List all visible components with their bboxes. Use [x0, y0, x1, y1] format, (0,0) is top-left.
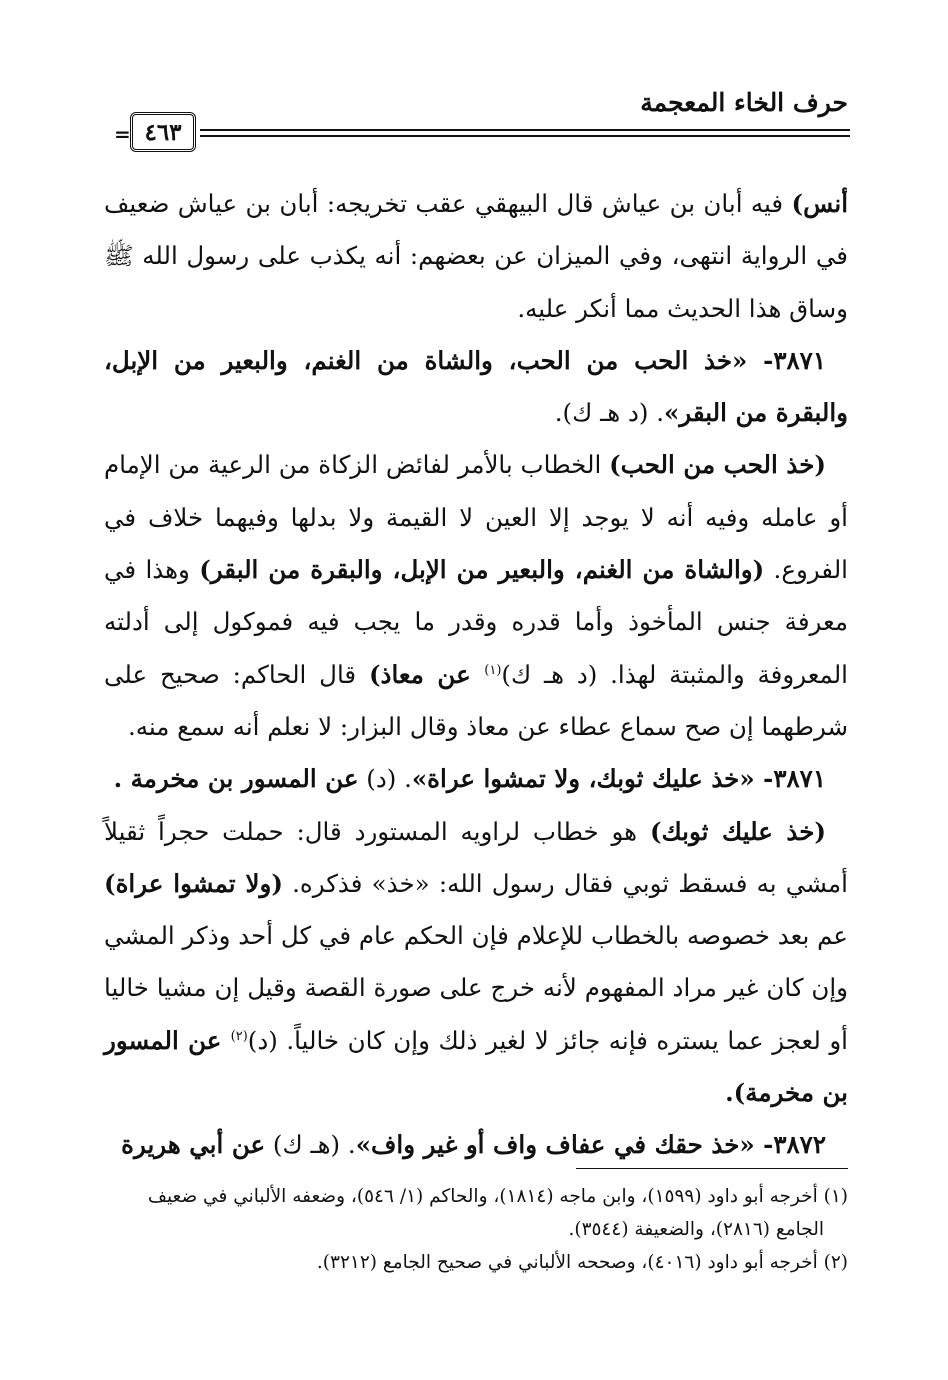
footnote-1-continued: الجامع (٢٨١٦)، والضعيفة (٣٥٤٤).: [568, 1219, 824, 1240]
bold-phrase: أنس): [791, 189, 848, 218]
hadith-reference: . (هـ ك): [265, 1130, 356, 1160]
footnote-separator: [576, 1168, 848, 1169]
commentary-3871-b: [104, 806, 848, 1120]
bold-phrase: (خذ عليك ثوبك): [649, 816, 826, 846]
hadith-source: عن أبي هريرة: [121, 1130, 266, 1160]
hadith-number: ٣٨٧١-: [747, 345, 826, 375]
text-run: الخطاب بالأمر لفائض الزكاة من الرعية من الإمام أو عامله وفيه أنه لا يوجد إلا العين لا القيمة ولا بدلها وفيهما خلاف في الفروع.: [104, 450, 848, 585]
bold-phrase: (والشاة من الغنم، والبعير من الإبل، والبقرة من البقر): [199, 555, 765, 585]
header-rule: [200, 129, 850, 131]
bold-phrase: عن المسور بن مخرمة).: [104, 1025, 848, 1108]
footnotes: [104, 1180, 848, 1279]
text-run: وهذا في معرفة جنس المأخوذ وأما قدره وقدر ما يجب فيه فموكول إلى أدلته المعروفة والمثبتة لهذا. (د هـ ك): [104, 555, 848, 689]
hadith-text: «خذ الحب من الحب، والشاة من الغنم، والبعير من الإبل، والبقرة من البقر»: [104, 345, 848, 428]
footnote-1: (١) أخرجه أبو داود (١٥٩٩)، وابن ماجه (١٨١٤)، والحاكم (١/ ٥٤٦)، وضعفه الألباني في ضعيف: [147, 1186, 848, 1207]
hadith-3871-a: [104, 335, 848, 440]
text-run: فيه أبان بن عياش قال البيهقي عقب تخريجه: أبان بن عياش ضعيف في الرواية انتهى، وفي الميزان عن بعضهم: أنه يكذب على رسول الله ﷺ وساق هذا الحديث مما أنكر عليه.: [104, 189, 848, 323]
header-marker: =: [114, 122, 131, 146]
hadith-number: ٣٨٧١-: [754, 764, 826, 794]
text-run: قال الحاكم: صحيح على شرطهما إن صح سماع عطاء عن معاذ وقال البزار: لا نعلم أنه سمع منه.: [104, 659, 848, 741]
hadith-3872: [104, 1119, 848, 1171]
bold-phrase: عن معاذ): [368, 659, 485, 689]
footnote-ref: (١): [484, 662, 502, 678]
running-title: حرف الخاء المعجمة: [640, 88, 848, 117]
hadith-3871-b: [104, 753, 848, 805]
commentary-3871-a: [104, 439, 848, 753]
hadith-reference: . (د هـ ك).: [554, 398, 665, 428]
page-number: ٤٦٣: [144, 118, 182, 146]
footnote-ref: (٢): [230, 1028, 248, 1044]
main-text: [104, 178, 848, 1172]
header-rule-double: [200, 135, 850, 137]
hadith-text: «خذ حقك في عفاف واف أو غير واف»: [355, 1130, 755, 1160]
hadith-reference: . (د): [358, 764, 412, 794]
bold-phrase: (ولا تمشوا عراة): [104, 868, 283, 898]
text-run: هو خطاب لراويه المستورد قال: حملت حجراً ثقيلاً أمشي به فسقط ثوبي فقال رسول الله: «خذ» فذكره.: [104, 816, 848, 898]
hadith-text: «خذ عليك ثوبك، ولا تمشوا عراة»: [411, 764, 755, 794]
page-number-frame: [130, 112, 196, 152]
footnote-2: (٢) أخرجه أبو داود (٤٠١٦)، وصححه الألباني في صحيح الجامع (٣٢١٢).: [316, 1252, 848, 1273]
paragraph-continuation: [104, 178, 848, 335]
hadith-source: عن المسور بن مخرمة .: [113, 764, 359, 794]
hadith-number: ٣٨٧٢-: [754, 1130, 826, 1160]
text-run: عم بعد خصوصه بالخطاب للإعلام فإن الحكم عام في كل أحد وذكر المشي وإن كان غير مراد المفهوم لأنه خرج على صورة القصة وقيل إن مشيا خاليا أو لعجز عما يستره فإنه جائز لا لغير ذلك وإن كان خالياً. (د): [104, 921, 848, 1055]
bold-phrase: (خذ الحب من الحب): [609, 450, 826, 480]
